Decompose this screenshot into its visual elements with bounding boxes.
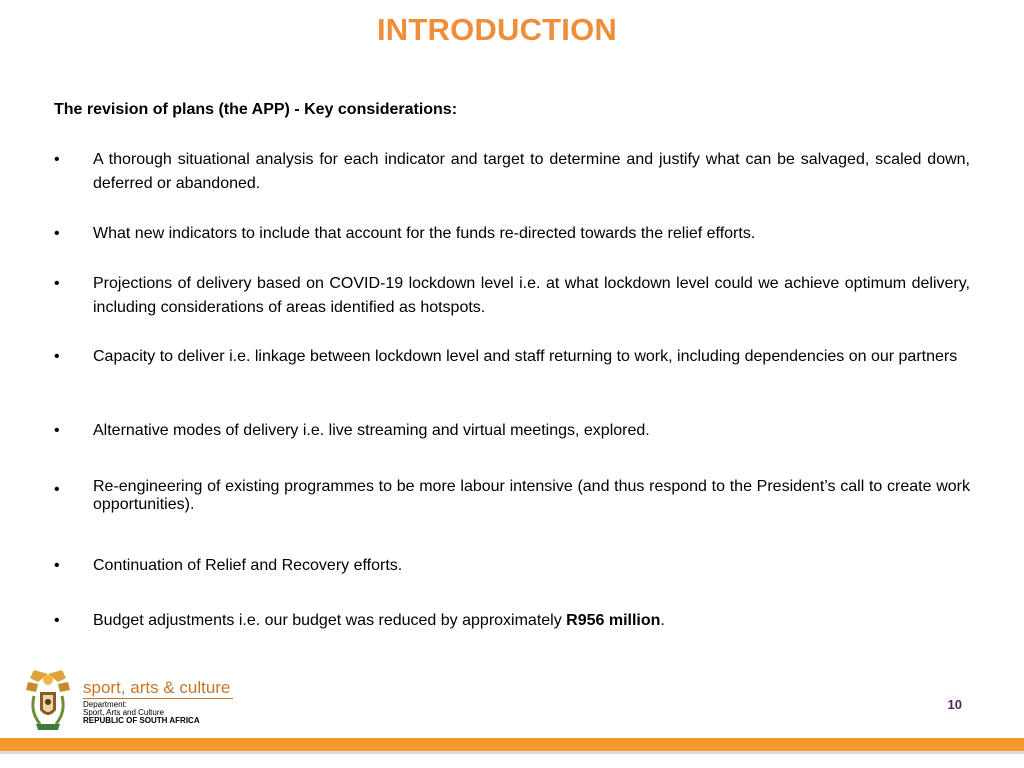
country-name: REPUBLIC OF SOUTH AFRICA <box>83 716 200 725</box>
brand-name: sport, arts & culture <box>83 678 231 697</box>
list-item <box>54 609 970 633</box>
department-name: Sport, Arts and Culture <box>83 708 164 717</box>
bullet-icon: • <box>54 151 60 168</box>
bullet-text: Projections of delivery based on COVID-19 lockdown level i.e. at what lockdown level could we achieve optimum delivery, including considerations of areas identified as hotspots. <box>93 275 970 316</box>
list-item <box>54 222 970 246</box>
budget-text-suffix: . <box>660 612 665 629</box>
footer-rule <box>0 751 1024 754</box>
brand-underline <box>83 698 233 699</box>
bullet-text: Re-engineering of existing programmes to be more labour intensive (and thus respond to the President’s call to create work opportunities). <box>93 478 970 513</box>
bullet-text: Continuation of Relief and Recovery efforts. <box>93 557 403 574</box>
section-heading: The revision of plans (the APP) - Key considerations: <box>54 101 458 118</box>
bullet-icon: • <box>54 225 60 242</box>
bullet-icon: • <box>54 348 60 365</box>
bullet-icon: • <box>54 557 60 574</box>
bullet-icon: • <box>54 481 60 498</box>
coat-of-arms-icon <box>24 668 72 732</box>
list-item <box>54 148 970 196</box>
bullet-text: Capacity to deliver i.e. linkage between lockdown level and staff returning to work, including dependencies on our partners <box>93 348 958 365</box>
list-item <box>54 419 970 443</box>
bullet-icon: • <box>54 275 60 292</box>
bullet-text <box>93 609 970 633</box>
budget-amount: R956 million <box>566 612 661 629</box>
slide-title: INTRODUCTION <box>376 12 618 47</box>
department-label: Department: <box>83 700 128 709</box>
bullet-text: What new indicators to include that account for the funds re-directed towards the relief efforts. <box>93 225 756 242</box>
list-item <box>54 272 970 320</box>
bullet-icon: • <box>54 612 60 629</box>
department-logo <box>24 668 244 732</box>
list-item <box>54 478 970 514</box>
list-item <box>54 345 970 369</box>
footer-bar <box>0 738 1024 751</box>
bullet-icon: • <box>54 422 60 439</box>
budget-text-prefix: Budget adjustments i.e. our budget was reduced by approximately <box>93 612 567 629</box>
bullet-text: A thorough situational analysis for each indicator and target to determine and justify what can be salvaged, scaled down, deferred or abandoned. <box>93 151 970 192</box>
bullet-text: Alternative modes of delivery i.e. live streaming and virtual meetings, explored. <box>93 422 650 439</box>
page-number: 10 <box>947 697 962 712</box>
list-item <box>54 554 970 578</box>
